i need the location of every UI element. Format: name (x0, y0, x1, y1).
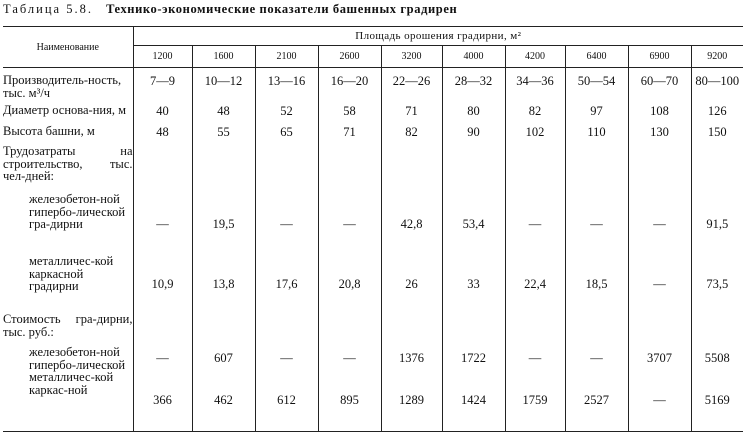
table-cell: 26 (381, 255, 442, 313)
table-caption (3, 2, 743, 17)
table-cell: 52 (255, 104, 318, 125)
table-cell: — (628, 371, 691, 431)
table-row (3, 193, 743, 255)
area-column-header: 6400 (565, 46, 628, 68)
table-cell: 28—32 (442, 74, 505, 104)
table-cell (192, 145, 255, 193)
table-cell (255, 145, 318, 193)
row-label: Диаметр основа-ния, м (3, 104, 133, 125)
table-cell: 895 (318, 371, 381, 431)
table-cell: 150 (707, 125, 727, 139)
table-cell: 82 (381, 125, 442, 145)
area-column-header: 2100 (255, 46, 318, 68)
table-cell: 80 (442, 104, 505, 125)
table-cell: — (133, 193, 192, 255)
table-row (3, 125, 743, 145)
area-column-header: 1200 (133, 46, 192, 68)
row-label: Производитель-ность, тыс. м³/ч (3, 74, 133, 104)
row-label: Высота башни, м (3, 125, 133, 145)
table-cell: 55 (192, 125, 255, 145)
area-group-header: Площадь орошения градирни, м² (133, 27, 743, 46)
table-cell: 126 (707, 104, 727, 118)
table-row (3, 313, 743, 346)
table-cell: 90 (442, 125, 505, 145)
row-label: металличес-кой каркасной градирни (3, 255, 133, 313)
area-column-header: 2600 (318, 46, 381, 68)
table-cell: — (255, 193, 318, 255)
table-cell: 53,4 (442, 193, 505, 255)
table-cell: 13,8 (192, 255, 255, 313)
table-cell (381, 313, 442, 346)
data-table (3, 26, 743, 432)
table-cell: 612 (255, 371, 318, 431)
table-cell: 5508 (704, 351, 730, 365)
table-cell: — (318, 346, 381, 371)
table-row (3, 145, 743, 193)
row-label: Трудозатраты на строительство, тыс. чел-дней: (3, 145, 133, 193)
table-cell: 1289 (381, 371, 442, 431)
table-cell (442, 313, 505, 346)
table-cell: 7—9 (133, 74, 192, 104)
table-cell: 1376 (381, 346, 442, 371)
table-cell: 19,5 (192, 193, 255, 255)
area-column-header: 6900 (628, 46, 691, 68)
table-cell: 108 (628, 104, 691, 125)
table-cell: 18,5 (565, 255, 628, 313)
table-cell: 71 (318, 125, 381, 145)
table-cell: — (628, 255, 691, 313)
table-cell: 110 (565, 125, 628, 145)
table-cell: 34—36 (505, 74, 565, 104)
table-cell (255, 313, 318, 346)
area-column-header: 4200 (505, 46, 565, 68)
area-column-header: 9200 (691, 46, 743, 68)
table-cell: 73,5 (706, 276, 729, 291)
table-cell: 10—12 (192, 74, 255, 104)
table-cell: 1722 (442, 346, 505, 371)
table-cell: 60—70 (628, 74, 691, 104)
row-label: металличес-кой каркас-ной (3, 371, 133, 431)
table-cell: 58 (318, 104, 381, 125)
table-cell (628, 145, 691, 193)
name-column-header: Наименование (3, 27, 133, 68)
table-cell: 97 (565, 104, 628, 125)
table-cell: 5169 (691, 371, 743, 431)
table-cell: 22,4 (505, 255, 565, 313)
table-cell: 40 (133, 104, 192, 125)
table-row (3, 74, 743, 104)
table-cell (318, 145, 381, 193)
area-column-header: 3200 (381, 46, 442, 68)
table-cell: 1424 (442, 371, 505, 431)
table-cell: 462 (192, 371, 255, 431)
table-cell (565, 145, 628, 193)
area-column-header: 1600 (192, 46, 255, 68)
table-cell: — (255, 346, 318, 371)
table-cell: 91,5 (706, 216, 729, 231)
table-row (3, 371, 743, 431)
table-cell: — (565, 193, 628, 255)
table-cell: 607 (192, 346, 255, 371)
row-label: Стоимость гра-дирни, тыс. руб.: (3, 313, 133, 346)
table-row (3, 346, 743, 371)
table-cell: 48 (192, 104, 255, 125)
table-cell: 366 (133, 371, 192, 431)
table-cell: — (628, 193, 691, 255)
table-cell: — (565, 346, 628, 371)
table-cell: 17,6 (255, 255, 318, 313)
table-cell (691, 145, 743, 193)
table-row (3, 104, 743, 125)
table-number: Таблица 5.8. (3, 2, 93, 16)
table-cell (691, 313, 743, 346)
table-row (3, 255, 743, 313)
area-column-header: 4000 (442, 46, 505, 68)
table-cell (133, 145, 192, 193)
table-cell (505, 145, 565, 193)
table-cell: 48 (133, 125, 192, 145)
table-cell: 1759 (505, 371, 565, 431)
table-cell (565, 313, 628, 346)
table-cell: — (505, 346, 565, 371)
table-cell: 33 (442, 255, 505, 313)
table-cell: 71 (381, 104, 442, 125)
table-cell: 102 (505, 125, 565, 145)
table-cell: 13—16 (255, 74, 318, 104)
table-cell (505, 313, 565, 346)
row-label: железобетон-ной гипербо-лической (3, 346, 133, 371)
row-label: железобетон-ной гипербо-лической гра-дирни (3, 193, 133, 255)
table-cell: 10,9 (133, 255, 192, 313)
table-cell: 3707 (628, 346, 691, 371)
table-cell: 82 (505, 104, 565, 125)
table-cell: 22—26 (381, 74, 442, 104)
table-cell: 130 (628, 125, 691, 145)
table-cell: — (133, 346, 192, 371)
table-cell: 42,8 (381, 193, 442, 255)
table-cell: — (505, 193, 565, 255)
table-cell (442, 145, 505, 193)
table-title: Технико-экономические показатели башенных градирен (106, 2, 458, 16)
table-cell: 20,8 (318, 255, 381, 313)
table-cell: 16—20 (318, 74, 381, 104)
table-cell: 65 (255, 125, 318, 145)
table-cell: — (318, 193, 381, 255)
table-cell: 2527 (565, 371, 628, 431)
table-cell (318, 313, 381, 346)
table-cell (192, 313, 255, 346)
table-cell (628, 313, 691, 346)
table-cell (133, 313, 192, 346)
table-cell: 80—100 (695, 74, 740, 88)
table-cell: 50—54 (565, 74, 628, 104)
table-cell (381, 145, 442, 193)
